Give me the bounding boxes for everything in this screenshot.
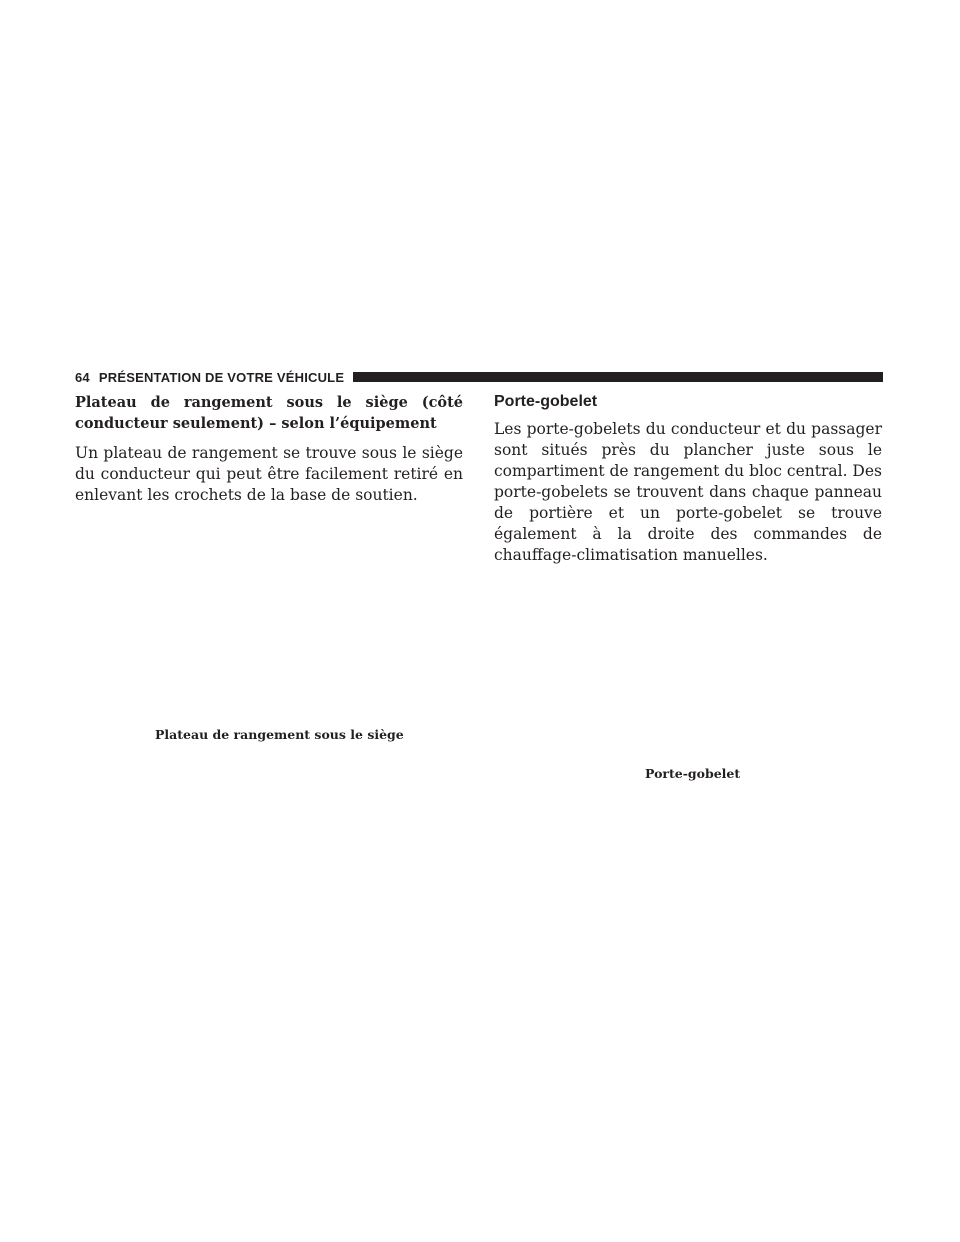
page-number: 64: [75, 369, 90, 385]
storage-tray-subheading: Plateau de rangement sous le siège (côté conducteur seulement) – selon l’équipement: [75, 394, 463, 432]
section-title: PRÉSENTATION DE VOTRE VÉHICULE: [98, 369, 345, 385]
right-column: [494, 392, 882, 566]
cupholder-heading: Porte-gobelet: [494, 393, 598, 410]
cupholder-caption: Porte-gobelet: [645, 766, 741, 781]
cupholder-paragraph: Les porte-gobelets du conducteur et du passager sont situés près du plancher juste sous le compartiment de rangement du bloc central. Des porte-gobelets se trouvent dans chaque panneau de portière et un porte-gobelet se trouve également à la droite des commandes de chauffage-climatisation manuelles.: [494, 420, 882, 564]
page-header: [75, 369, 883, 385]
left-column: [75, 392, 463, 506]
storage-tray-caption: Plateau de rangement sous le siège: [155, 727, 404, 742]
header-rule: [353, 372, 883, 382]
storage-tray-paragraph: Un plateau de rangement se trouve sous le siège du conducteur qui peut être facilement retiré en enlevant les crochets de la base de soutien.: [75, 444, 463, 504]
